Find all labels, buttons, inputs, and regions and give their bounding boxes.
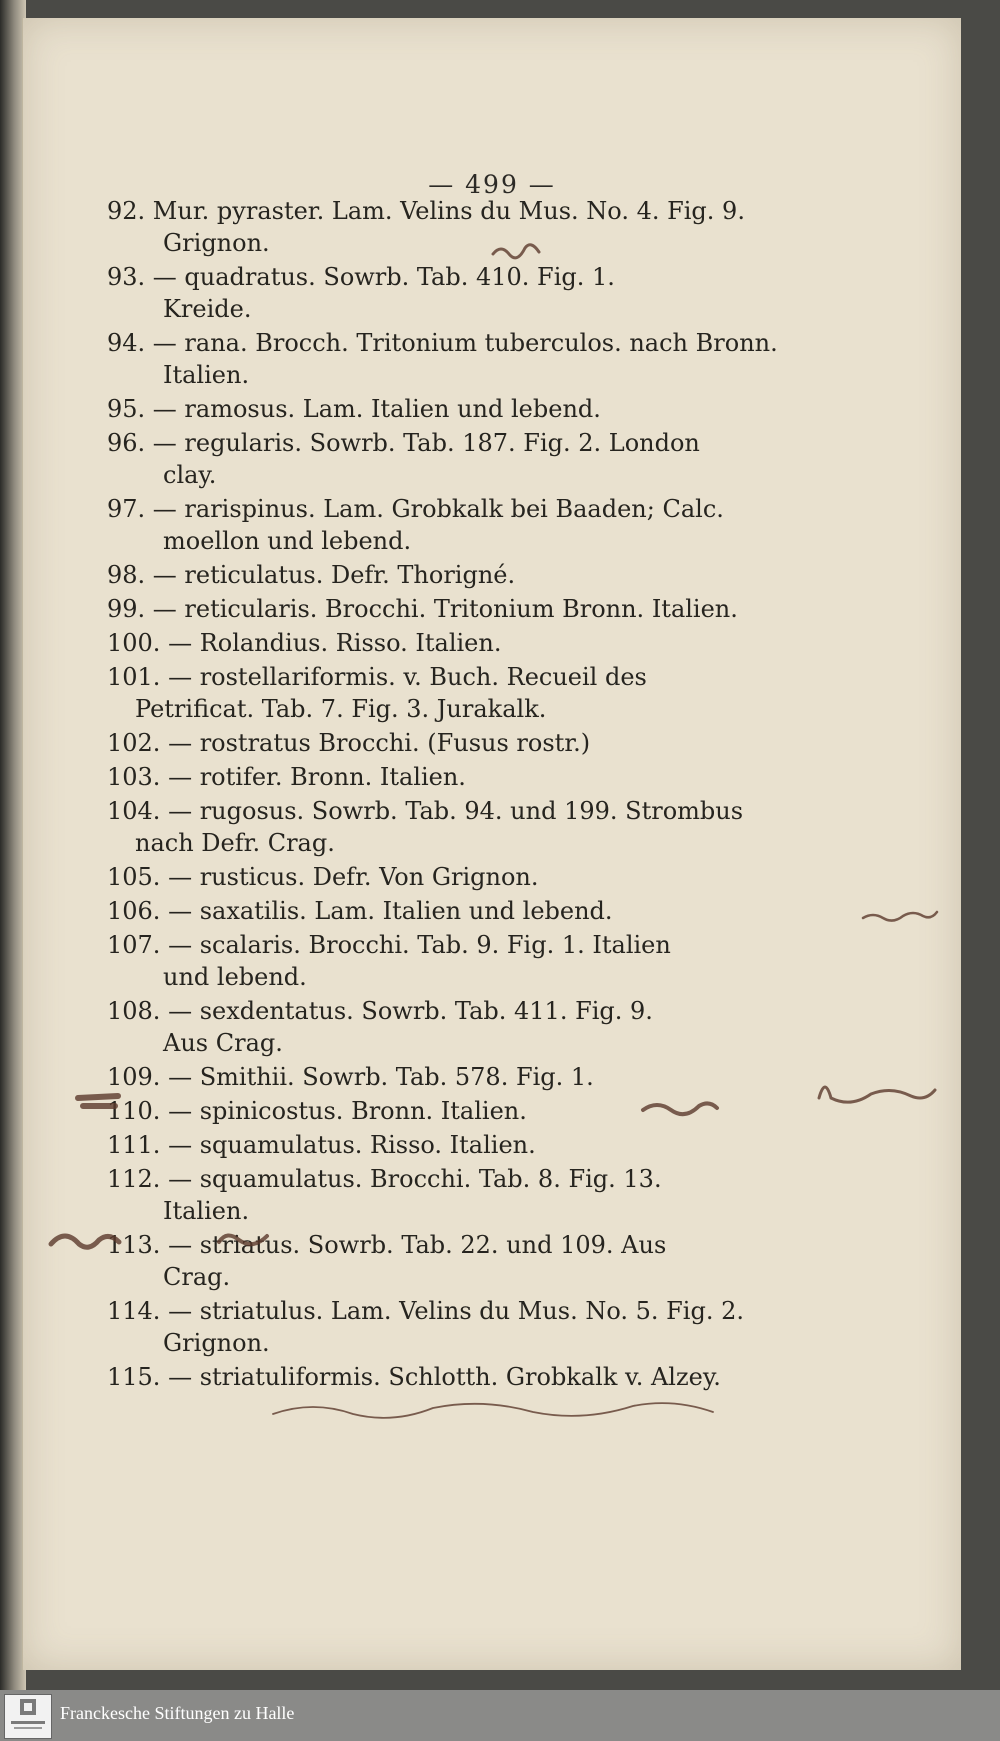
entry-line: 112. — squamulatus. Brocchi. Tab. 8. Fig. 13. [107, 1165, 662, 1193]
entry-line: 95. — ramosus. Lam. Italien und lebend. [107, 395, 601, 423]
entry-line: 106. — saxatilis. Lam. Italien und lebend. [107, 897, 613, 925]
entry-line: 92. Mur. pyraster. Lam. Velins du Mus. No. 4. Fig. 9. [107, 197, 745, 225]
entry-line: 98. — reticulatus. Defr. Thorigné. [107, 561, 516, 589]
entry-line: 109. — Smithii. Sowrb. Tab. 578. Fig. 1. [107, 1063, 594, 1091]
entry-line: 94. — rana. Brocch. Tritonium tuberculos. nach Bronn. [107, 329, 778, 357]
entry-line: moellon und lebend. [163, 527, 412, 555]
entry-line: 113. — striatus. Sowrb. Tab. 22. und 109. Aus [107, 1231, 667, 1259]
entry-line: Kreide. [163, 295, 252, 323]
entry-line: 93. — quadratus. Sowrb. Tab. 410. Fig. 1. [107, 263, 615, 291]
entry-line: Grignon. [163, 1329, 270, 1357]
entry-line: 108. — sexdentatus. Sowrb. Tab. 411. Fig. 9. [107, 997, 653, 1025]
entry-line: Italien. [163, 361, 250, 389]
entry-line: 101. — rostellariformis. v. Buch. Recueil des [107, 663, 647, 691]
entry-line: 99. — reticularis. Brocchi. Tritonium Bronn. Italien. [107, 595, 738, 623]
entry-line: 114. — striatulus. Lam. Velins du Mus. No. 5. Fig. 2. [107, 1297, 744, 1325]
entry-line: Aus Crag. [163, 1029, 283, 1057]
entry-line: 96. — regularis. Sowrb. Tab. 187. Fig. 2. London [107, 429, 700, 457]
entry-line: und lebend. [163, 963, 307, 991]
footer-text: Franckesche Stiftungen zu Halle [60, 1703, 295, 1723]
entry-line: Petrificat. Tab. 7. Fig. 3. Jurakalk. [135, 695, 547, 723]
handwritten-annotations [23, 18, 961, 1670]
entry-line: 110. — spinicostus. Bronn. Italien. [107, 1097, 527, 1125]
entry-line: 97. — rarispinus. Lam. Grobkalk bei Baaden; Calc. [107, 495, 724, 523]
page-number: — 499 — [428, 170, 556, 199]
entry-line: 104. — rugosus. Sowrb. Tab. 94. und 199. Strombus [107, 797, 744, 825]
entry-line: Crag. [163, 1263, 231, 1291]
entry-line: 102. — rostratus Brocchi. (Fusus rostr.) [107, 729, 591, 757]
entry-line: clay. [163, 461, 217, 489]
footer-bar [0, 1690, 1000, 1741]
entry-line: Italien. [163, 1197, 250, 1225]
entry-line: 100. — Rolandius. Risso. Italien. [107, 629, 502, 657]
entry-line: 111. — squamulatus. Risso. Italien. [107, 1131, 536, 1159]
entry-line: 115. — striatuliformis. Schlotth. Grobkalk v. Alzey. [107, 1363, 721, 1391]
entry-line: nach Defr. Crag. [135, 829, 335, 857]
entry-line: 107. — scalaris. Brocchi. Tab. 9. Fig. 1. Italien [107, 931, 671, 959]
institution-logo [4, 1694, 52, 1739]
entry-line: 105. — rusticus. Defr. Von Grignon. [107, 863, 539, 891]
entry-line: Grignon. [163, 229, 270, 257]
entry-line: 103. — rotifer. Bronn. Italien. [107, 763, 466, 791]
book-page [22, 18, 961, 1670]
